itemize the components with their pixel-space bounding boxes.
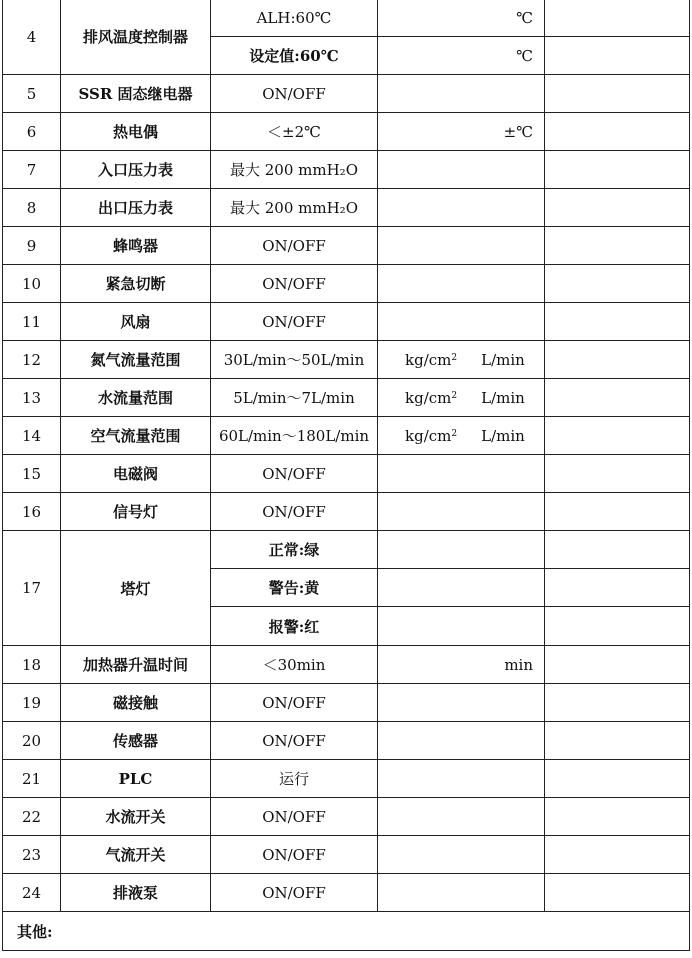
item-name: 塔灯	[61, 531, 211, 646]
item-number: 16	[3, 493, 61, 531]
item-name: 磁接触	[61, 684, 211, 722]
item-remark	[545, 874, 690, 912]
inspection-table	[2, 0, 690, 951]
table-row	[3, 874, 690, 912]
item-remark	[545, 607, 690, 646]
item-number: 15	[3, 455, 61, 493]
item-number: 4	[3, 0, 61, 75]
item-number: 18	[3, 646, 61, 684]
other-label: 其他:	[3, 912, 690, 951]
item-number: 20	[3, 722, 61, 760]
item-name: 蜂鸣器	[61, 227, 211, 265]
unit-pressure-text: kg/cm	[405, 426, 452, 445]
item-remark	[545, 75, 690, 113]
item-name: 热电偶	[61, 113, 211, 151]
item-name: 入口压力表	[61, 151, 211, 189]
item-remark	[545, 569, 690, 607]
unit-exponent: 2	[451, 428, 458, 439]
item-unit	[378, 151, 545, 189]
item-unit	[378, 75, 545, 113]
item-remark	[545, 836, 690, 874]
table-row	[3, 531, 690, 569]
item-name: 排风温度控制器	[61, 0, 211, 75]
item-spec: 运行	[211, 760, 378, 798]
item-spec: ON/OFF	[211, 75, 378, 113]
item-number: 10	[3, 265, 61, 303]
item-remark	[545, 151, 690, 189]
table-row	[3, 836, 690, 874]
item-spec: 60L/min～180L/min	[211, 417, 378, 455]
item-number: 21	[3, 760, 61, 798]
item-remark	[545, 493, 690, 531]
item-number: 19	[3, 684, 61, 722]
table-body	[3, 0, 690, 951]
item-unit: min	[378, 646, 545, 684]
item-name: 出口压力表	[61, 189, 211, 227]
item-unit	[378, 493, 545, 531]
item-remark	[545, 265, 690, 303]
unit-exponent: 2	[451, 352, 458, 363]
item-unit	[378, 874, 545, 912]
item-remark	[545, 455, 690, 493]
item-name: 传感器	[61, 722, 211, 760]
item-number: 7	[3, 151, 61, 189]
item-remark	[545, 0, 690, 37]
item-remark	[545, 722, 690, 760]
unit-pressure	[405, 427, 457, 445]
table-row	[3, 379, 690, 417]
item-number: 6	[3, 113, 61, 151]
table-row	[3, 341, 690, 379]
item-number: 12	[3, 341, 61, 379]
unit-flow: L/min	[481, 350, 525, 369]
item-unit: ℃	[378, 37, 545, 75]
table-row	[3, 798, 690, 836]
item-number: 24	[3, 874, 61, 912]
item-unit	[378, 189, 545, 227]
item-spec: ON/OFF	[211, 798, 378, 836]
table-row	[3, 227, 690, 265]
table-row	[3, 113, 690, 151]
item-spec: 警告:黄	[211, 569, 378, 607]
item-unit	[378, 227, 545, 265]
item-number: 22	[3, 798, 61, 836]
unit-pressure	[405, 351, 457, 369]
table-row	[3, 75, 690, 113]
item-spec: ＜30min	[211, 646, 378, 684]
item-name: 水流开关	[61, 798, 211, 836]
item-spec: ON/OFF	[211, 836, 378, 874]
item-name: PLC	[61, 760, 211, 798]
item-spec: ON/OFF	[211, 303, 378, 341]
item-spec: 5L/min～7L/min	[211, 379, 378, 417]
item-remark	[545, 303, 690, 341]
unit-pressure	[405, 389, 457, 407]
item-unit	[378, 341, 545, 379]
table-row	[3, 265, 690, 303]
item-unit	[378, 303, 545, 341]
item-number: 23	[3, 836, 61, 874]
item-unit	[378, 798, 545, 836]
item-number: 17	[3, 531, 61, 646]
other-row	[3, 912, 690, 951]
unit-pressure-text: kg/cm	[405, 388, 452, 407]
item-number: 5	[3, 75, 61, 113]
item-number: 14	[3, 417, 61, 455]
item-remark	[545, 37, 690, 75]
item-number: 13	[3, 379, 61, 417]
item-name: 紧急切断	[61, 265, 211, 303]
item-spec: ON/OFF	[211, 874, 378, 912]
unit-pressure-text: kg/cm	[405, 350, 452, 369]
item-remark	[545, 379, 690, 417]
table-row	[3, 151, 690, 189]
table-row	[3, 722, 690, 760]
item-name: 排液泵	[61, 874, 211, 912]
table-row	[3, 303, 690, 341]
item-name: 空气流量范围	[61, 417, 211, 455]
item-name: 氮气流量范围	[61, 341, 211, 379]
item-spec: ON/OFF	[211, 722, 378, 760]
item-remark	[545, 417, 690, 455]
item-unit	[378, 760, 545, 798]
table-row	[3, 455, 690, 493]
item-spec: ON/OFF	[211, 684, 378, 722]
item-spec: 最大 200 mmH₂O	[211, 189, 378, 227]
item-remark	[545, 113, 690, 151]
item-name: SSR 固态继电器	[61, 75, 211, 113]
table-row	[3, 493, 690, 531]
item-spec: 设定值:60℃	[211, 37, 378, 75]
item-spec: 报警:红	[211, 607, 378, 646]
item-remark	[545, 760, 690, 798]
item-name: 风扇	[61, 303, 211, 341]
item-spec: 30L/min～50L/min	[211, 341, 378, 379]
item-unit	[378, 455, 545, 493]
table-row	[3, 684, 690, 722]
item-name: 电磁阀	[61, 455, 211, 493]
item-name: 加热器升温时间	[61, 646, 211, 684]
item-unit: ±℃	[378, 113, 545, 151]
item-name: 信号灯	[61, 493, 211, 531]
item-name: 水流量范围	[61, 379, 211, 417]
table-row	[3, 189, 690, 227]
item-remark	[545, 646, 690, 684]
item-unit	[378, 684, 545, 722]
item-unit	[378, 722, 545, 760]
unit-flow: L/min	[481, 388, 525, 407]
item-spec: ＜±2℃	[211, 113, 378, 151]
item-remark	[545, 531, 690, 569]
item-number: 8	[3, 189, 61, 227]
item-unit	[378, 569, 545, 607]
item-remark	[545, 798, 690, 836]
item-unit	[378, 836, 545, 874]
item-spec: 最大 200 mmH₂O	[211, 151, 378, 189]
item-unit	[378, 417, 545, 455]
item-remark	[545, 189, 690, 227]
unit-flow: L/min	[481, 426, 525, 445]
item-spec: ON/OFF	[211, 227, 378, 265]
item-number: 11	[3, 303, 61, 341]
item-spec: ALH:60℃	[211, 0, 378, 37]
item-unit	[378, 379, 545, 417]
item-remark	[545, 341, 690, 379]
table-row	[3, 760, 690, 798]
item-spec: ON/OFF	[211, 455, 378, 493]
item-unit	[378, 265, 545, 303]
item-remark	[545, 684, 690, 722]
table-row	[3, 0, 690, 37]
item-remark	[545, 227, 690, 265]
item-unit	[378, 531, 545, 569]
table-row	[3, 417, 690, 455]
item-name: 气流开关	[61, 836, 211, 874]
unit-exponent: 2	[451, 390, 458, 401]
item-unit	[378, 607, 545, 646]
item-spec: 正常:绿	[211, 531, 378, 569]
item-unit: ℃	[378, 0, 545, 37]
item-number: 9	[3, 227, 61, 265]
item-spec: ON/OFF	[211, 493, 378, 531]
table-row	[3, 646, 690, 684]
item-spec: ON/OFF	[211, 265, 378, 303]
